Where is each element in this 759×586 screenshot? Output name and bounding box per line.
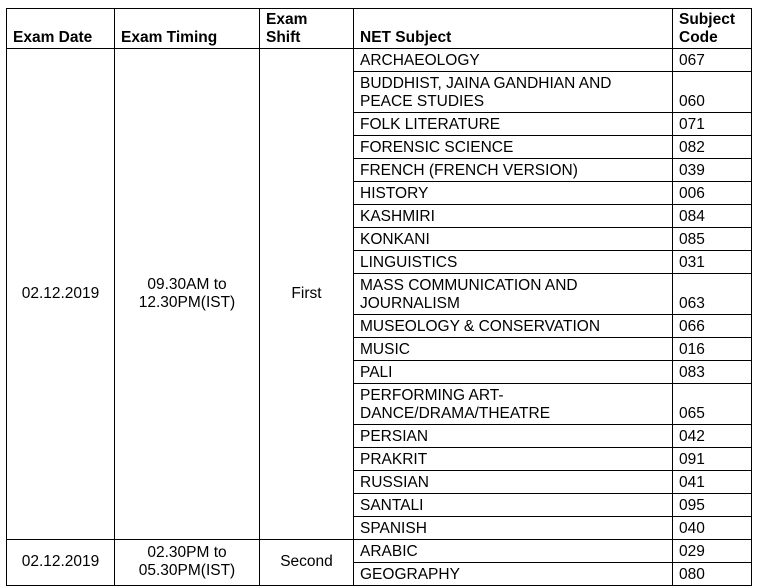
header-row [7,9,752,49]
subject-name-line: SANTALI [360,496,424,514]
subject-name-line: ARABIC [360,542,418,560]
subject-code-cell: 083 [673,360,752,383]
exam-timing-cell [115,539,260,585]
subject-code-cell: 006 [673,182,752,205]
net-subject-cell [354,493,673,516]
subject-code-cell: 065 [673,383,752,425]
exam-timing-line: 02.30PM to [147,544,227,562]
net-subject-cell [354,227,673,250]
net-subject-cell [354,471,673,494]
exam-shift-cell: Second [260,539,354,585]
subject-name-line: PERFORMING ART- [360,387,504,405]
net-subject-cell [354,516,673,539]
subject-name-line: MUSEOLOGY & CONSERVATION [360,318,601,336]
subject-code-cell: 040 [673,516,752,539]
header-exam-shift [260,9,354,49]
subject-name-line: HISTORY [360,184,429,202]
subject-name-line: PERSIAN [360,428,429,446]
header-exam-date: Exam Date [7,9,115,49]
table-row [7,539,752,562]
net-subject-cell [354,71,673,113]
subject-name-line: PRAKRIT [360,451,428,469]
subject-name-line: MUSIC [360,340,410,358]
subject-name-line: JOURNALISM [360,295,460,313]
subject-code-cell: 071 [673,113,752,136]
exam-date-cell: 02.12.2019 [7,49,115,540]
subject-code-cell: 082 [673,136,752,159]
net-subject-cell [354,425,673,448]
subject-code-cell: 039 [673,159,752,182]
subject-code-cell: 084 [673,204,752,227]
subject-name-line: FORENSIC SCIENCE [360,139,514,157]
header-exam-shift-line: Exam [266,11,308,28]
subject-code-cell: 067 [673,49,752,72]
subject-name-line: KASHMIRI [360,207,435,225]
subject-code-cell: 041 [673,471,752,494]
subject-name-line: DANCE/DRAMA/THEATRE [360,405,551,423]
subject-code-cell: 042 [673,425,752,448]
net-subject-cell [354,562,673,585]
net-subject-cell [354,182,673,205]
header-net-subject: NET Subject [354,9,673,49]
header-exam-shift-line: Shift [266,29,301,46]
subject-code-cell: 063 [673,273,752,315]
subject-code-cell: 091 [673,448,752,471]
exam-date-cell: 02.12.2019 [7,539,115,585]
subject-name-line: MASS COMMUNICATION AND [360,277,578,295]
subject-name-line: BUDDHIST, JAINA GANDHIAN AND [360,75,612,93]
exam-schedule-table [6,8,752,586]
subject-name-line: PALI [360,363,393,381]
net-subject-cell [354,448,673,471]
net-subject-cell [354,315,673,338]
header-subject-code-line: Code [679,29,718,46]
subject-name-line: SPANISH [360,519,427,537]
subject-name-line: KONKANI [360,230,430,248]
subject-name-line: LINGUISTICS [360,253,458,271]
table-row [7,49,752,72]
subject-code-cell: 031 [673,250,752,273]
exam-timing-line: 12.30PM(IST) [138,293,236,311]
header-exam-timing: Exam Timing [115,9,260,49]
subject-code-cell: 066 [673,315,752,338]
exam-timing-line: 09.30AM to [147,275,227,293]
subject-code-cell: 095 [673,493,752,516]
net-subject-cell [354,383,673,425]
net-subject-cell [354,49,673,72]
exam-shift-cell: First [260,49,354,540]
subject-code-cell: 085 [673,227,752,250]
net-subject-cell [354,539,673,562]
net-subject-cell [354,338,673,361]
subject-name-line: ARCHAEOLOGY [360,51,480,69]
net-subject-cell [354,360,673,383]
subject-name-line: GEOGRAPHY [360,565,460,583]
table-body [7,49,752,586]
net-subject-cell [354,136,673,159]
subject-name-line: FRENCH (FRENCH VERSION) [360,162,578,180]
subject-code-cell: 080 [673,562,752,585]
subject-code-cell: 016 [673,338,752,361]
net-subject-cell [354,273,673,315]
exam-timing-cell [115,49,260,540]
subject-name-line: RUSSIAN [360,473,429,491]
subject-name-line: PEACE STUDIES [360,93,485,111]
net-subject-cell [354,204,673,227]
net-subject-cell [354,113,673,136]
subject-code-cell: 029 [673,539,752,562]
exam-timing-line: 05.30PM(IST) [138,562,236,580]
subject-code-cell: 060 [673,71,752,113]
net-subject-cell [354,159,673,182]
net-subject-cell [354,250,673,273]
subject-name-line: FOLK LITERATURE [360,116,501,134]
header-subject-code-line: Subject [679,11,735,28]
header-subject-code [673,9,752,49]
